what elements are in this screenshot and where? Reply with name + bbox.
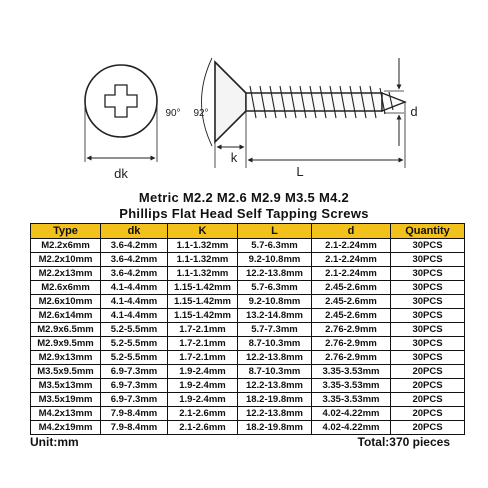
k-cell: 2.1-2.6mm [168,421,238,435]
d-cell: 2.76-2.9mm [312,351,391,365]
quantity-cell: 20PCS [391,421,465,435]
dk-cell: 6.9-7.3mm [101,365,168,379]
dk-cell: 3.6-4.2mm [101,267,168,281]
quantity-cell: 30PCS [391,323,465,337]
quantity-cell: 20PCS [391,365,465,379]
dk-cell: 7.9-8.4mm [101,421,168,435]
L-cell: 12.2-13.8mm [238,351,312,365]
table-row [31,393,465,407]
screw-diagram [0,0,488,190]
quantity-cell: 30PCS [391,239,465,253]
type-cell: M2.2x6mm [31,239,101,253]
type-cell: M2.2x13mm [31,267,101,281]
screw-side-view [165,58,417,179]
spec-table [30,223,465,435]
table-row [31,295,465,309]
dk-label: dk [114,166,128,181]
k-cell: 1.1-1.32mm [168,267,238,281]
table-row [31,407,465,421]
table-row [31,323,465,337]
dk-cell: 6.9-7.3mm [101,393,168,407]
header-d: d [312,224,391,239]
type-cell: M2.6x10mm [31,295,101,309]
dk-cell: 3.6-4.2mm [101,253,168,267]
k-cell: 1.15-1.42mm [168,309,238,323]
quantity-cell: 30PCS [391,267,465,281]
quantity-cell: 30PCS [391,337,465,351]
phillips-recess-icon [105,85,137,117]
L-cell: 18.2-19.8mm [238,393,312,407]
L-cell: 12.2-13.8mm [238,407,312,421]
d-cell: 3.35-3.53mm [312,365,391,379]
quantity-cell: 30PCS [391,253,465,267]
type-cell: M4.2x19mm [31,421,101,435]
d-label: d [410,104,418,119]
header-quantity: Quantity [391,224,465,239]
d-cell: 2.45-2.6mm [312,309,391,323]
type-cell: M4.2x13mm [31,407,101,421]
k-cell: 1.1-1.32mm [168,239,238,253]
table-row [31,379,465,393]
quantity-cell: 30PCS [391,295,465,309]
k-cell: 1.1-1.32mm [168,253,238,267]
type-cell: M3.5x19mm [31,393,101,407]
d-cell: 2.76-2.9mm [312,337,391,351]
table-row [31,267,465,281]
L-cell: 8.7-10.3mm [238,337,312,351]
k-cell: 1.7-2.1mm [168,337,238,351]
k-cell: 1.15-1.42mm [168,281,238,295]
table-row [31,239,465,253]
L-cell: 9.2-10.8mm [238,253,312,267]
angle-90-label: 90° [165,108,181,119]
d-cell: 2.76-2.9mm [312,323,391,337]
d-cell: 2.45-2.6mm [312,281,391,295]
k-label: k [230,150,238,165]
type-cell: M2.6x6mm [31,281,101,295]
dk-cell: 5.2-5.5mm [101,323,168,337]
k-cell: 1.7-2.1mm [168,351,238,365]
k-cell: 1.9-2.4mm [168,393,238,407]
header-k: K [168,224,238,239]
d-cell: 4.02-4.22mm [312,421,391,435]
L-cell: 5.7-7.3mm [238,323,312,337]
d-cell: 2.1-2.24mm [312,253,391,267]
header-L: L [238,224,312,239]
quantity-cell: 30PCS [391,281,465,295]
d-cell: 2.1-2.24mm [312,267,391,281]
k-cell: 1.15-1.42mm [168,295,238,309]
quantity-cell: 20PCS [391,393,465,407]
table-body [31,239,465,435]
title-sizes: Metric M2.2 M2.6 M2.9 M3.5 M4.2 [138,190,350,205]
dk-cell: 3.6-4.2mm [101,239,168,253]
d-cell: 3.35-3.53mm [312,379,391,393]
L-cell: 9.2-10.8mm [238,295,312,309]
dk-cell: 5.2-5.5mm [101,337,168,351]
header-type: Type [31,224,101,239]
type-cell: M2.2x10mm [31,253,101,267]
L-cell: 12.2-13.8mm [238,267,312,281]
dk-cell: 4.1-4.4mm [101,281,168,295]
L-cell: 18.2-19.8mm [238,421,312,435]
dk-cell: 4.1-4.4mm [101,295,168,309]
angle-92-label: 92° [193,108,209,119]
k-cell: 1.7-2.1mm [168,323,238,337]
table-header-row [31,224,465,239]
quantity-cell: 30PCS [391,309,465,323]
type-cell: M3.5x9.5mm [31,365,101,379]
table-row [31,337,465,351]
quantity-cell: 30PCS [391,351,465,365]
dk-cell: 7.9-8.4mm [101,407,168,421]
header-dk: dk [101,224,168,239]
d-cell: 2.1-2.24mm [312,239,391,253]
quantity-cell: 20PCS [391,379,465,393]
type-cell: M2.9x13mm [31,351,101,365]
table-row [31,365,465,379]
dk-cell: 4.1-4.4mm [101,309,168,323]
title-block [0,190,488,222]
table-row [31,309,465,323]
table-row [31,253,465,267]
L-label: L [296,164,304,179]
L-cell: 12.2-13.8mm [238,379,312,393]
type-cell: M2.9x6.5mm [31,323,101,337]
k-cell: 1.9-2.4mm [168,365,238,379]
table-row [31,421,465,435]
d-cell: 2.45-2.6mm [312,295,391,309]
L-cell: 5.7-6.3mm [238,281,312,295]
d-cell: 3.35-3.53mm [312,393,391,407]
L-cell: 8.7-10.3mm [238,365,312,379]
total-label: Total:370 pieces [357,435,450,449]
dk-cell: 6.9-7.3mm [101,379,168,393]
d-cell: 4.02-4.22mm [312,407,391,421]
head-top-view [85,65,157,181]
type-cell: M2.6x14mm [31,309,101,323]
type-cell: M2.9x9.5mm [31,337,101,351]
unit-label: Unit:mm [30,435,79,449]
dk-cell: 5.2-5.5mm [101,351,168,365]
L-cell: 5.7-6.3mm [238,239,312,253]
table-row [31,281,465,295]
L-cell: 13.2-14.8mm [238,309,312,323]
title-product: Phillips Flat Head Self Tapping Screws [119,206,369,221]
quantity-cell: 20PCS [391,407,465,421]
type-cell: M3.5x13mm [31,379,101,393]
table-row [31,351,465,365]
k-cell: 2.1-2.6mm [168,407,238,421]
k-cell: 1.9-2.4mm [168,379,238,393]
